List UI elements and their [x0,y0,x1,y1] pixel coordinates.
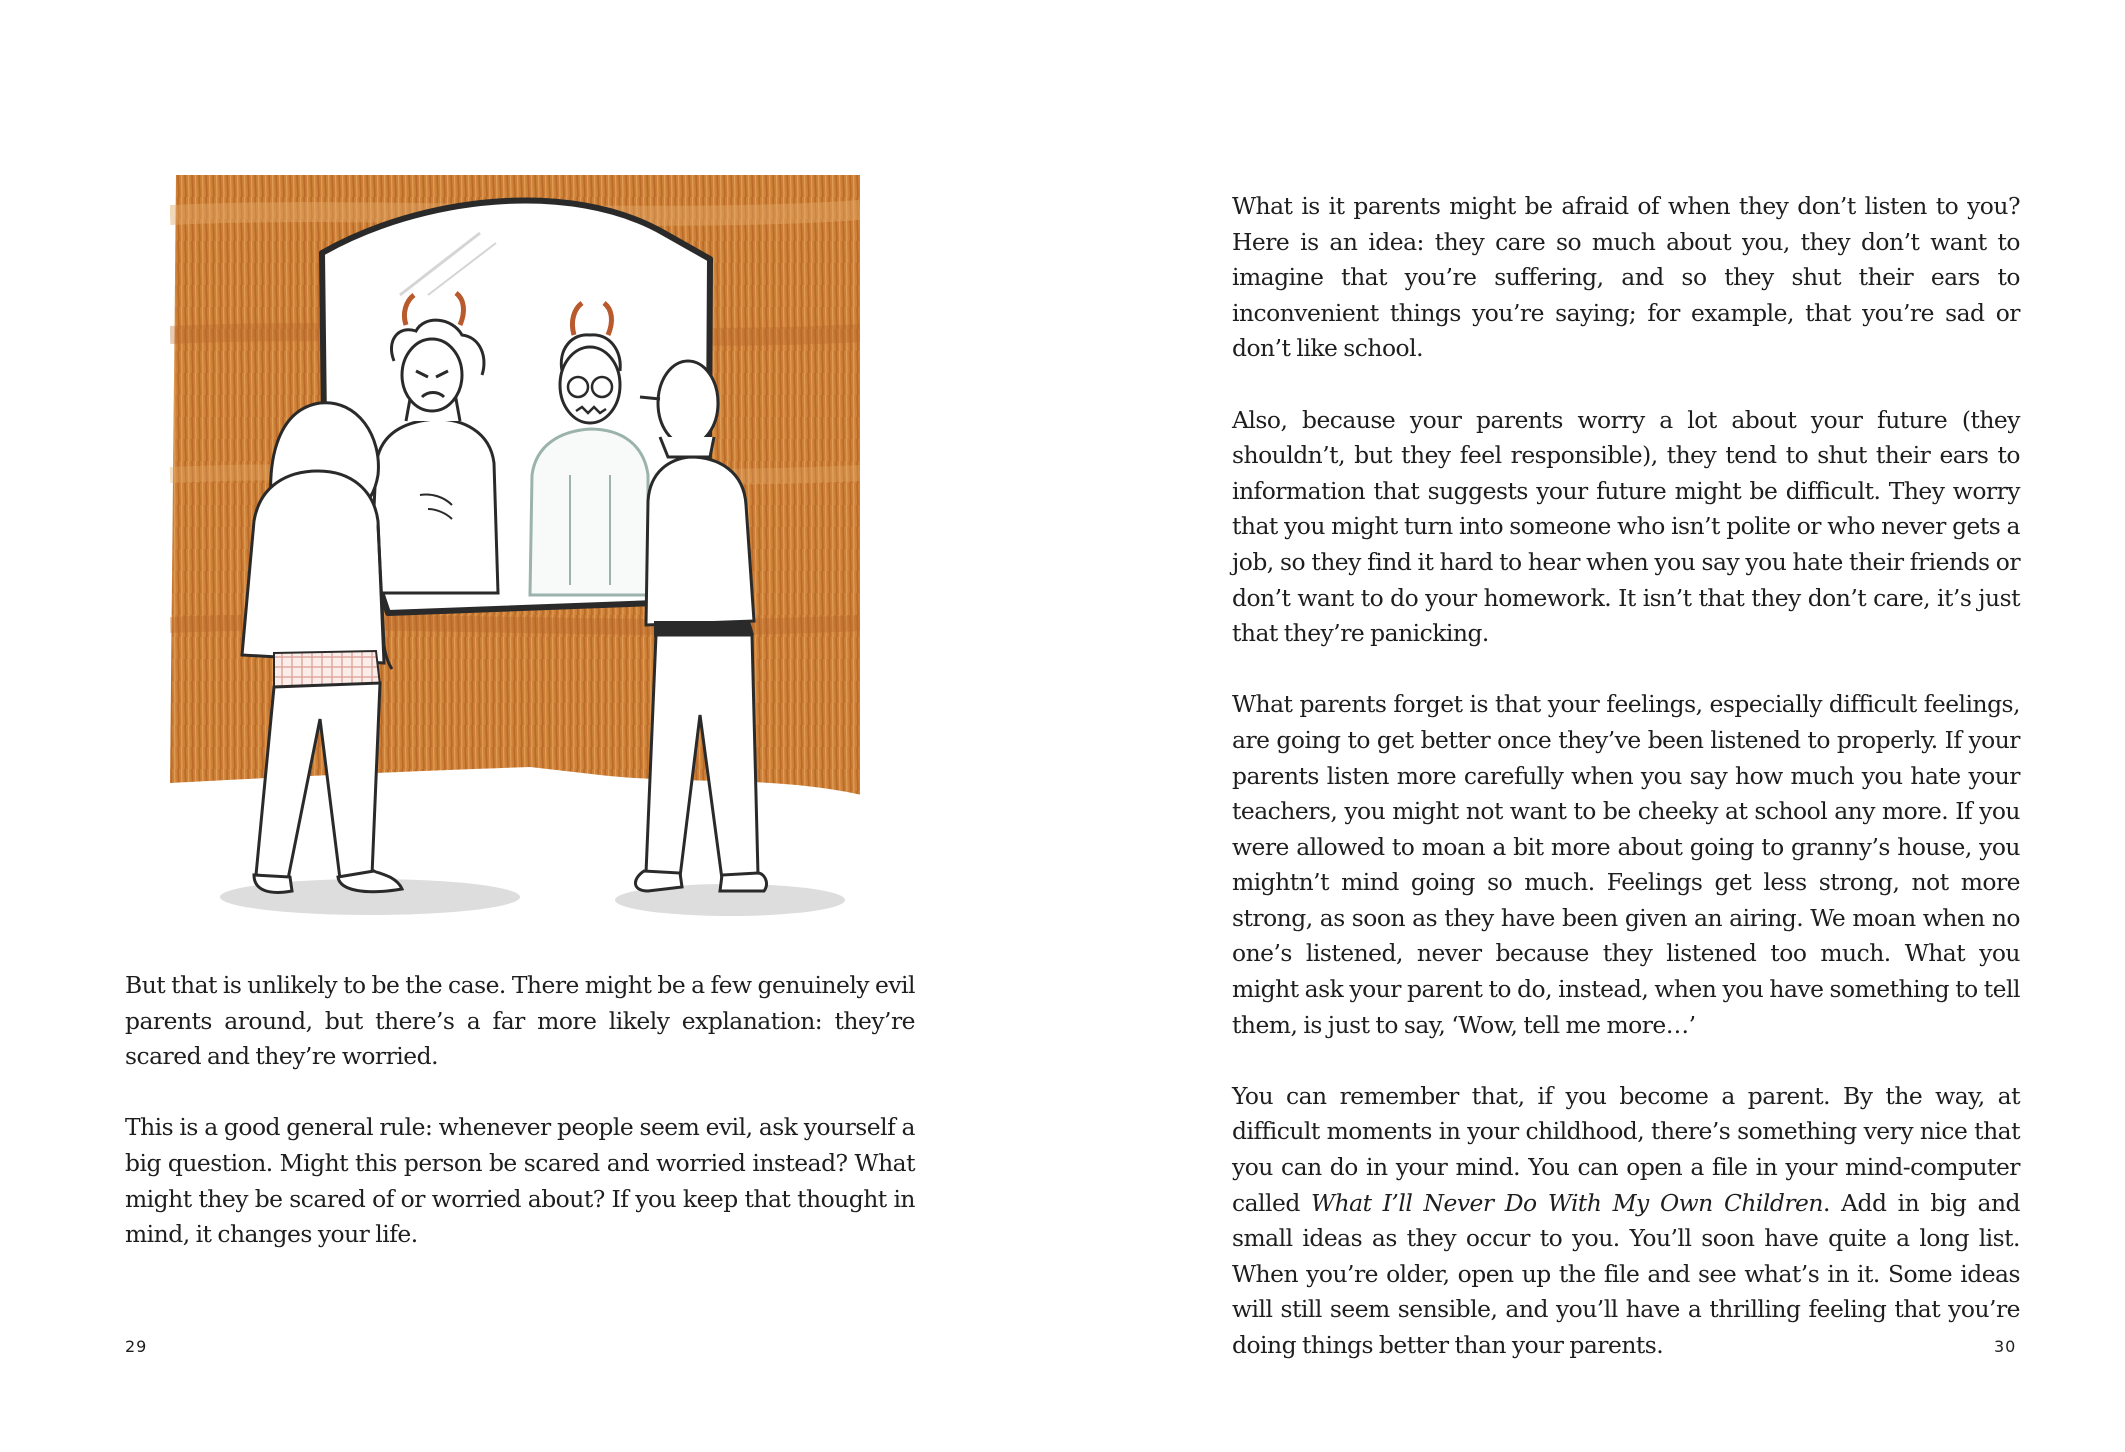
right-paragraph-1: What is it parents might be afraid of when they don’t listen to you? Here is an idea: they care so much about you, they don’t want to imagine that you’re suffering, and so they shut their ears to inconvenient things you’re saying; for example, that you’re sad or don’t like school. [1232,192,2020,363]
paragraph-text-before-title: You can remember that, if you become a parent. By the way, at difficult moments in your childhood, there’s something very nice that you can do in your mind. You can open a file in your mind-computer called [1232,1081,2020,1217]
right-body-text [1232,189,2020,1364]
page-number-left: 29 [125,1337,148,1356]
page-number-right: 30 [1994,1337,2017,1356]
mirror-devil-reflection-illustration-icon [170,175,860,937]
left-paragraph-2: This is a good general rule: whenever people seem evil, ask yourself a big question. Might this person be scared and worried instead? What might they be scared of or worried about? If you keep that thought in mind, it changes your life. [125,1113,915,1249]
right-paragraph-4 [1232,1079,2020,1364]
left-page [0,0,1062,1452]
right-paragraph-3: What parents forget is that your feelings, especially difficult feelings, are going to get better once they’ve been listened to properly. If your parents listen more carefully when you say how much you hate your teachers, you might not want to be cheeky at school any more. If you were allowed to moan a bit more about going to granny’s house, you mightn’t mind going so much. Feelings get less strong, not more strong, as soon as they have been given an airing. We moan when no one’s listened, never because they listened too much. What you might ask your parent to do, instead, when you have something to tell them, is just to say, ‘Wow, tell me more…’ [1232,690,2020,1039]
file-title-italic: What I’ll Never Do With My Own Children [1311,1188,1823,1217]
illustration-mirror [170,175,860,937]
paragraph-text-after-title: . Add in big and small ideas as they occur to you. You’ll soon have quite a long list. When you’re older, open up the file and see what’s in it. Some ideas will still seem sensible, and you’ll have a thrilling feeling that you’re doing things better than your parents. [1232,1188,2020,1359]
left-paragraph-1: But that is unlikely to be the case. There might be a few genuinely evil parents around, but there’s a far more likely explanation: they’re scared and they’re worried. [125,971,915,1071]
right-paragraph-2: Also, because your parents worry a lot about your future (they shouldn’t, but they feel responsible), they tend to shut their ears to information that suggests your future might be difficult. They worry that you might turn into someone who isn’t polite or who never gets a job, so they find it hard to hear when you say you hate their friends or don’t want to do your homework. It isn’t that they don’t care, it’s just that they’re panicking. [1232,405,2020,648]
left-body-text [125,968,915,1253]
